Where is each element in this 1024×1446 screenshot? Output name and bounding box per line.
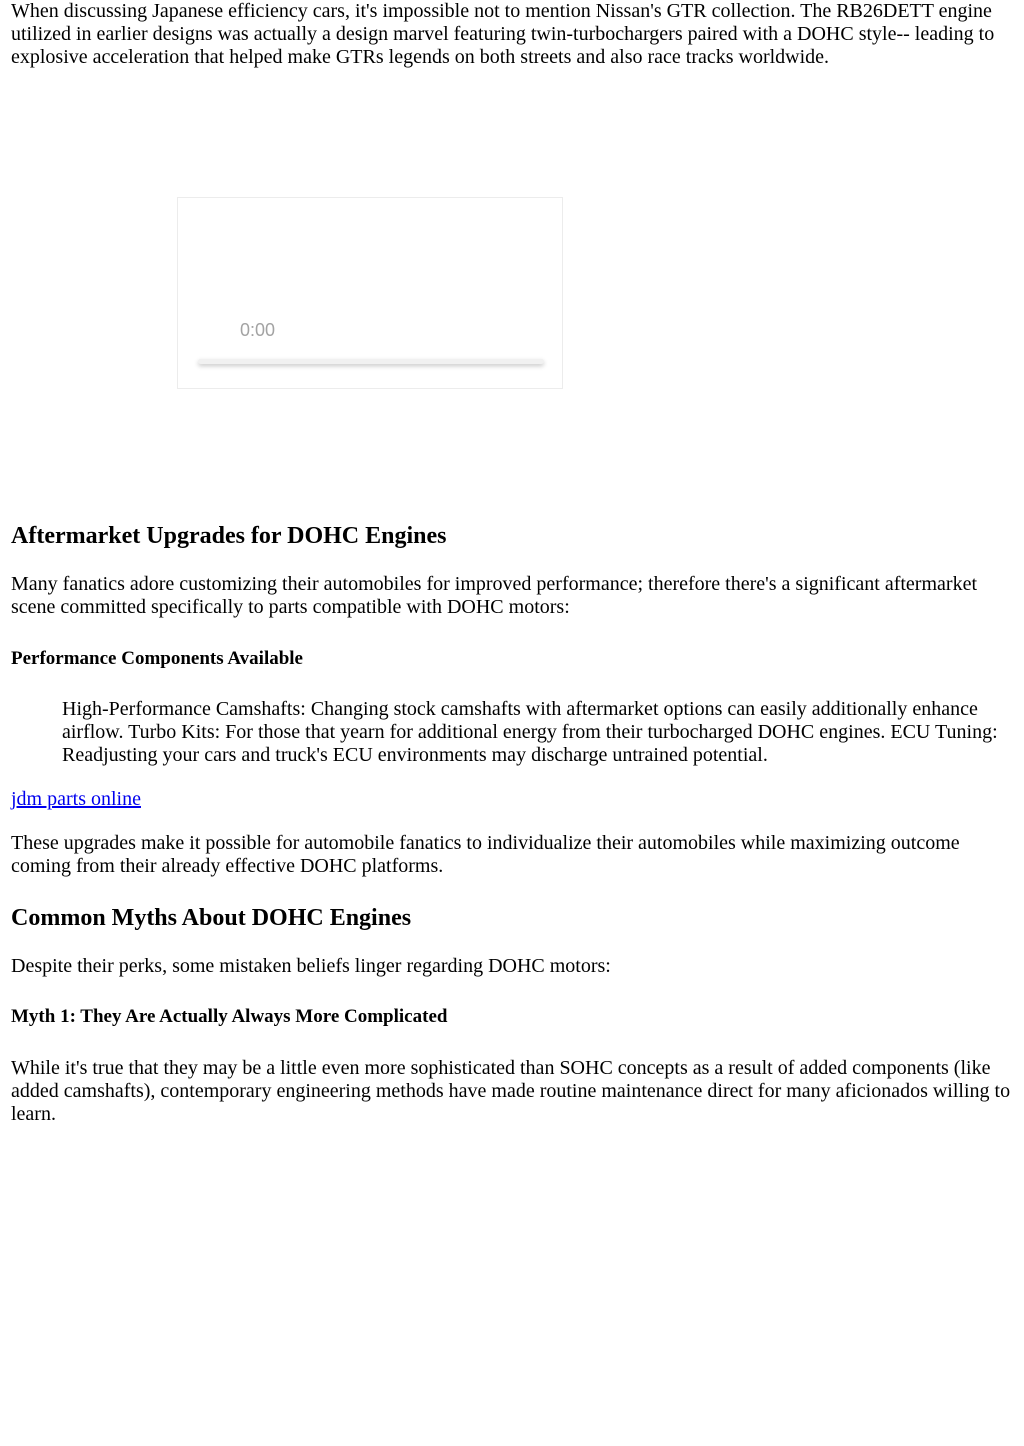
intro-paragraph: When discussing Japanese efficiency cars, it's impossible not to mention Nissan's GTR collection. The RB26DETT engine utilized in earlier designs was actually a design marvel featuring twin-turbochargers paired with a DOHC style-- leading to explosive acceleration that helped make GTRs legends on both streets and also race tracks worldwide. bbox=[11, 0, 995, 68]
video-player[interactable] bbox=[177, 197, 563, 389]
aftermarket-intro-paragraph: Many fanatics adore customizing their automobiles for improved performance; therefore there's a significant aftermarket scene committed specifically to parts compatible with DOHC motors: bbox=[11, 573, 977, 618]
myth-1-paragraph: While it's true that they may be a little even more sophisticated than SOHC concepts as a result of added components (like added camshafts), contemporary engineering methods have made routine maintenance direct for many aficionados willing to learn. bbox=[11, 1057, 1011, 1125]
jdm-parts-link[interactable]: jdm parts online bbox=[11, 788, 141, 810]
section-heading-myths: Common Myths About DOHC Engines bbox=[11, 905, 412, 931]
video-progress-bar[interactable] bbox=[198, 359, 544, 364]
myths-intro-paragraph: Despite their perks, some mistaken beliefs linger regarding DOHC motors: bbox=[11, 955, 611, 977]
section-heading-aftermarket: Aftermarket Upgrades for DOHC Engines bbox=[11, 523, 447, 549]
performance-components-list: High-Performance Camshafts: Changing stock camshafts with aftermarket options can easily additionally enhance airflow. Turbo Kits: For those that yearn for additional energy from their turbocharged DOHC engines. ECU Tuning: Readjusting your cars and truck's ECU environments may discharge untrained potential. bbox=[62, 698, 998, 766]
subheading-myth-1: Myth 1: They Are Actually Always More Complicated bbox=[11, 1006, 448, 1027]
video-time-display: 0:00 bbox=[240, 320, 276, 340]
aftermarket-closing-paragraph: These upgrades make it possible for automobile fanatics to individualize their automobiles while maximizing outcome coming from their already effective DOHC platforms. bbox=[11, 832, 960, 877]
subheading-performance-components: Performance Components Available bbox=[11, 648, 303, 669]
